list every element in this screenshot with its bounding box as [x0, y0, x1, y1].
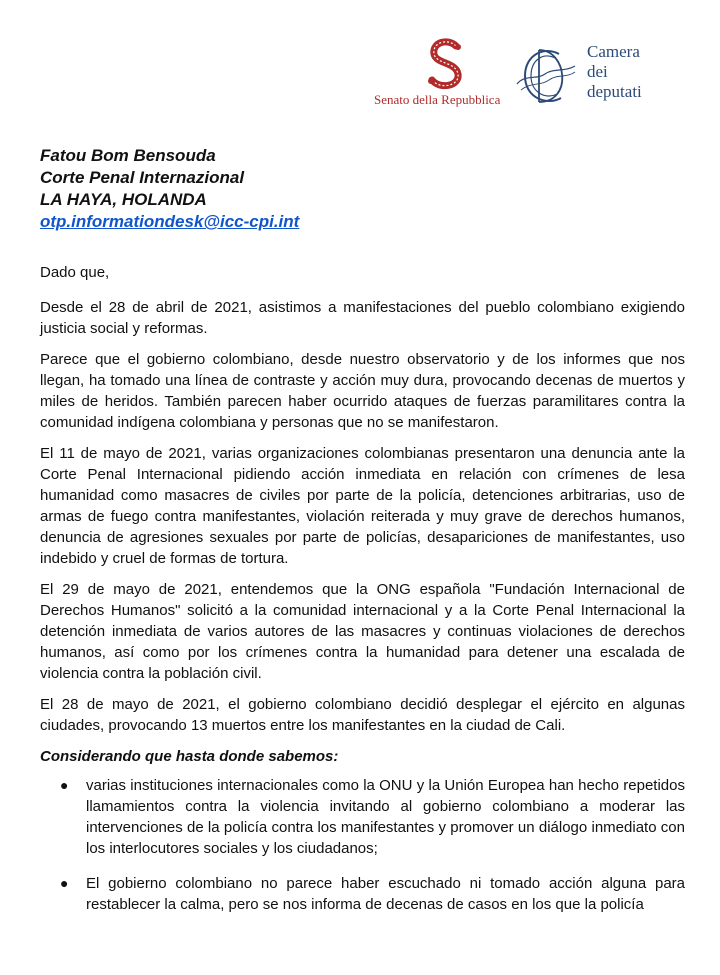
camera-label-line: Camera [587, 42, 640, 61]
list-item-text: El gobierno colombiano no parece haber escuchado ni tomado acción alguna para restablecer la calma, pero se nos informa de decenas de casos en los que la policía [86, 875, 685, 913]
senato-logo [370, 38, 520, 108]
body-paragraph: Parece que el gobierno colombiano, desde nuestro observatorio y de los informes que nos llegan, ha tomado una línea de contraste y acción muy dura, provocando decenas de muertos y miles de heridos. También parecen haber ocurrido ataques de fuerzas paramilitares contra la comunidad indígena colombiana y personas que no se manifestaron. [40, 351, 685, 431]
list-item [40, 775, 685, 859]
addressee-location: LA HAYA, HOLANDA [40, 190, 207, 209]
body-paragraph: El 11 de mayo de 2021, varias organizaciones colombianas presentaron una denuncia ante la Corte Penal Internacional pidiendo acción inmediata en relación con crímenes de lesa humanidad como masacres de civiles por parte de la policía, detenciones arbitrarias, uso de armas de fuego contra manifestantes, violación reiterada y muy grave de derechos humanos, denuncia de agresiones sexuales por parte de policías, desapariciones de manifestantes, uso indebido y cruel de formas de tortura. [40, 445, 685, 567]
camera-label-line: deputati [587, 82, 642, 101]
camera-label-line: dei [587, 62, 608, 81]
addressee-block [40, 145, 299, 233]
intro-line: Dado que, [40, 264, 110, 281]
addressee-email-link[interactable]: otp.informationdesk@icc-cpi.int [40, 212, 300, 231]
considering-heading: Considerando que hasta donde sabemos: [40, 748, 339, 765]
addressee-institution: Corte Penal Internazional [40, 168, 245, 187]
camera-logo [515, 40, 695, 110]
bullet-icon: ● [60, 777, 69, 793]
camera-monogram-emblem [515, 44, 577, 108]
considering-list [40, 775, 685, 915]
list-item-text: varias instituciones internacionales como la ONU y la Unión Europea han hecho repetidos llamamientos contra la violencia invitando al gobierno colombiano a moderar las intervenciones de la policía contra los manifestantes y promover un diálogo inmediato con los interlocutores sociales y los ciudadanos; [86, 777, 685, 857]
addressee-name: Fatou Bom Bensouda [40, 146, 216, 165]
letter-body [40, 262, 685, 929]
body-paragraph: Desde el 28 de abril de 2021, asistimos a manifestaciones del pueblo colombiano exigiendo justicia social y reformas. [40, 299, 685, 337]
bullet-icon: ● [60, 875, 69, 891]
list-item [40, 873, 685, 915]
body-paragraph: El 28 de mayo de 2021, el gobierno colombiano decidió desplegar el ejército en algunas ciudades, provocando 13 muertos entre los manifestantes en la ciudad de Cali. [40, 696, 685, 734]
body-paragraph: El 29 de mayo de 2021, entendemos que la ONG española "Fundación Internacional de Derechos Humanos" solicitó a la comunidad internacional y a la Corte Penal Internacional la detención inmediata de varios autores de las masacres y continuas violaciones de derechos humanos, así como por los crímenes contra la humanidad para detener una escalada de violencia contra la población civil. [40, 581, 685, 682]
senato-s-emblem [422, 38, 470, 90]
senato-label: Senato della Repubblica [374, 92, 501, 107]
camera-label [587, 42, 642, 102]
